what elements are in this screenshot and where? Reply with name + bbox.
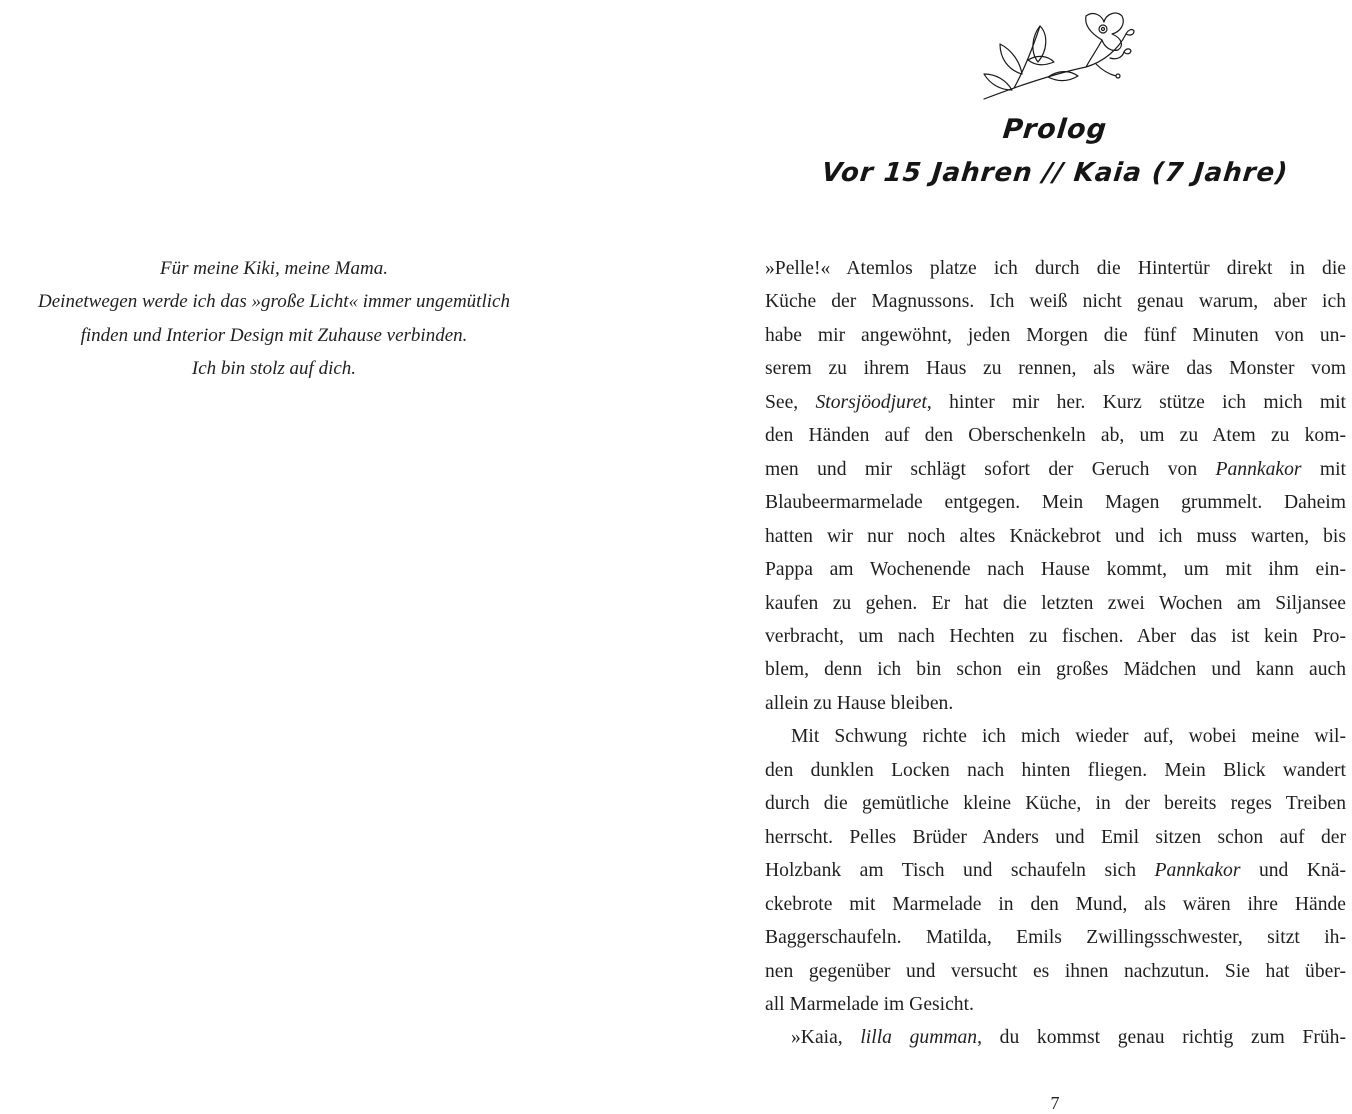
chapter-body: [765, 252, 1346, 1055]
body-line: habe mir angewöhnt, jeden Morgen die fünf Minuten von un-: [765, 324, 1346, 346]
body-line: Pappa am Wochenende nach Hause kommt, um mit ihm ein-: [765, 559, 1346, 581]
body-line: hatten wir nur noch altes Knäckebrot und ich muss warten, bis: [765, 525, 1346, 547]
body-line: den Händen auf den Oberschenkeln ab, um zu Atem zu kom-: [765, 425, 1346, 447]
body-line: Holzbank am Tisch und schaufeln sich Pannkakor und Knä-: [765, 860, 1346, 882]
flower-sprig-icon: [978, 4, 1138, 104]
body-line: men und mir schlägt sofort der Geruch von Pannkakor mit: [765, 458, 1346, 480]
body-line: »Pelle!« Atemlos platze ich durch die Hintertür direkt in die: [765, 258, 1346, 279]
body-line: Blaubeermarmelade entgegen. Mein Magen grummelt. Daheim: [765, 492, 1346, 514]
body-line: Baggerschaufeln. Matilda, Emils Zwillingsschwester, sitzt ih-: [765, 927, 1346, 949]
body-line: »Kaia, lilla gumman, du kommst genau richtig zum Früh-: [791, 1027, 1346, 1049]
italic-term: Storsjöodjuret: [815, 391, 927, 413]
body-line: herrscht. Pelles Brüder Anders und Emil sitzen schon auf der: [765, 826, 1346, 848]
body-line: serem zu ihrem Haus zu rennen, als wäre das Monster vom: [765, 358, 1346, 380]
body-line: verbracht, um nach Hechten zu fischen. Aber das ist kein Pro-: [765, 625, 1346, 647]
italic-term: lilla gumman: [860, 1027, 978, 1049]
body-line: durch die gemütliche kleine Küche, in der bereits reges Treiben: [765, 793, 1346, 815]
body-line: allein zu Hause bleiben.: [765, 692, 954, 714]
body-line: all Marmelade im Gesicht.: [765, 993, 974, 1015]
dedication-line: Deinetwegen werde ich das »große Licht« immer ungemütlich: [38, 291, 510, 313]
body-line: ckebrote mit Marmelade in den Mund, als wären ihre Hände: [765, 893, 1346, 915]
body-line: kaufen zu gehen. Er hat die letzten zwei Wochen am Siljansee: [765, 592, 1346, 614]
body-line: den dunklen Locken nach hinten fliegen. Mein Blick wandert: [765, 759, 1346, 781]
dedication-line: Ich bin stolz auf dich.: [191, 358, 357, 380]
dedication-line: finden und Interior Design mit Zuhause verbinden.: [80, 324, 468, 346]
chapter-subtitle: Vor 15 Jahren // Kaia (7 Jahre): [820, 158, 1290, 188]
body-line: Küche der Magnussons. Ich weiß nicht genau warum, aber ich: [765, 291, 1346, 313]
body-line: Mit Schwung richte ich mich wieder auf, wobei meine wil-: [791, 726, 1346, 748]
italic-term: Pannkakor: [1154, 860, 1241, 882]
chapter-title: Prolog: [1001, 114, 1109, 145]
body-line: blem, denn ich bin schon ein großes Mädchen und kann auch: [765, 659, 1346, 681]
italic-term: Pannkakor: [1215, 458, 1302, 480]
dedication-line: Für meine Kiki, meine Mama.: [160, 258, 388, 279]
body-line: See, Storsjöodjuret, hinter mir her. Kurz stütze ich mich mit: [765, 391, 1346, 413]
dedication: [0, 252, 548, 386]
body-line: nen gegenüber und versucht es ihnen nachzutun. Sie hat über-: [765, 960, 1346, 982]
page-number: 7: [1050, 1093, 1060, 1113]
